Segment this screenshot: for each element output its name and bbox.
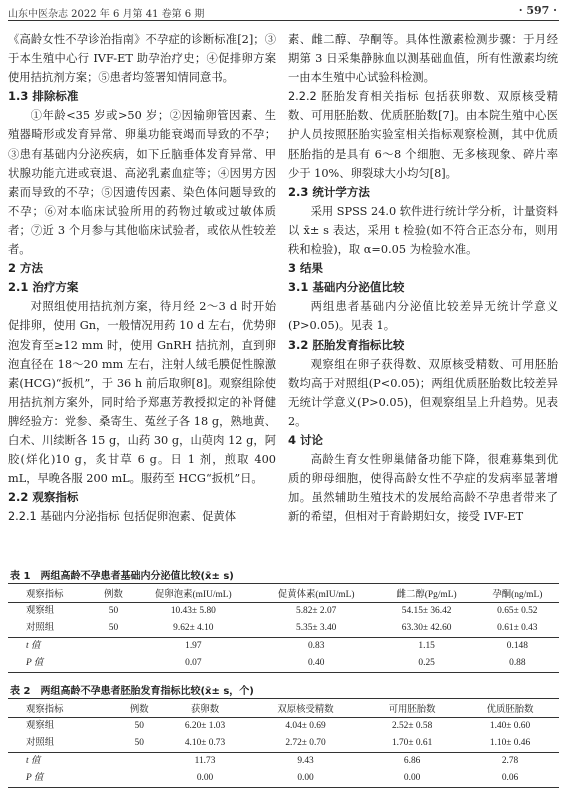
section-number: 3.1	[288, 280, 309, 295]
table-cell: 6.86	[363, 753, 461, 771]
table-cell: 1.70± 0.61	[391, 738, 433, 748]
table-row	[8, 603, 559, 621]
table-cell: 63.30± 42.60	[401, 623, 452, 633]
paragraph-statistics: 采用 SPSS 24.0 软件进行统计学分析，计量资料以 x̄± s 表达，采用 t 检验(如不符合正态分布，则用秩和检验)，取 α=0.05 为检验水准。	[288, 204, 558, 257]
table-cell: 54.15± 36.42	[401, 606, 452, 616]
subsection-title: 胚胎发育相关指标	[321, 90, 420, 104]
column-header: 获卵数	[162, 699, 248, 718]
column-header: 观察指标	[8, 699, 116, 718]
section-3-2-heading	[288, 336, 558, 355]
table-row	[8, 718, 559, 736]
paragraph-treatment: 对照组使用拮抗剂方案，待月经 2～3 d 时开始促排卵，使用 Gn，一般情况用药 10 d 左右，优势卵泡发育至≥12 mm 时，使用 GnRH 拮抗剂，直到卵泡直径在 18～20 mm 左右，注射人绒毛膜促性腺激素(HCG)“扳机”，于 36 h 前后取卵[8]。观察组除使用拮抗剂方案外，同时给予郑惠芳教授拟定的补肾健脾经验方：党参、桑寄生、菟丝子各 18 g，熟地黄、白术、川续断各 15 g，山药 30 g，山萸肉 12 g，阿胶(烊化)10 g，炙甘草 6 g。日 1 剂，煎取 400 mL，早晚各服 200 mL。服药至 HCG“扳机”日。	[8, 300, 276, 486]
section-4-heading	[288, 431, 558, 450]
section-number: 4	[288, 432, 297, 447]
table-cell: 9.43	[248, 753, 363, 771]
table-cell: 0.148	[476, 638, 559, 656]
section-title: 排除标准	[32, 89, 79, 104]
table-cell: 50	[108, 606, 119, 616]
table-cell: 4.04± 0.69	[285, 721, 326, 731]
column-header: 例数	[116, 699, 162, 718]
column-header: 可用胚胎数	[363, 699, 461, 718]
table-row	[8, 753, 559, 771]
table-row	[8, 735, 559, 753]
table-cell: 0.07	[132, 655, 255, 673]
table-cell: 0.88	[476, 655, 559, 673]
table-cell: 11.73	[162, 753, 248, 771]
table-1-title: 表 1 两组高龄不孕患者基础内分泌值比较(x̄± s)	[10, 571, 234, 582]
table-cell: 2.78	[461, 753, 559, 771]
column-header: 例数	[95, 584, 132, 603]
paragraph-hormone-test: 素、雌二醇、孕酮等。具体性激素检测步骤：于月经期第 3 日采集静脉血以测基础血值，所有性激素均统一由本生殖中心试验科检测。	[288, 33, 558, 85]
section-title: 讨论	[300, 432, 324, 447]
paragraph-2-2-1	[8, 507, 276, 526]
table-row	[8, 655, 559, 673]
table-cell: P 值	[8, 655, 95, 673]
section-number: 3	[288, 261, 297, 276]
table-cell	[116, 770, 162, 788]
table-row	[8, 770, 559, 788]
table-header-row	[8, 584, 559, 603]
right-column	[288, 30, 558, 526]
section-number: 2.3	[288, 184, 309, 199]
table-cell: 1.97	[132, 638, 255, 656]
table-row	[8, 620, 559, 638]
table-cell	[95, 655, 132, 673]
paragraph-result-3-1: 两组患者基础内分泌值比较差异无统计学意义(P>0.05)。见表 1。	[288, 300, 558, 333]
table-cell	[116, 753, 162, 771]
table-cell: 对照组	[26, 623, 55, 633]
table-cell: 50	[134, 721, 144, 731]
table-cell: 5.35± 3.40	[296, 623, 337, 633]
section-1-3-heading	[8, 87, 276, 106]
table-cell	[95, 638, 132, 656]
section-number: 2.2	[8, 490, 29, 505]
table-cell: 4.10± 0.73	[184, 738, 226, 748]
column-header: 观察指标	[8, 584, 95, 603]
subsection-text: 包括促卵泡素、促黄体	[123, 510, 237, 524]
left-column	[8, 30, 276, 526]
section-title: 方法	[20, 261, 44, 276]
table-cell: 10.43± 5.80	[170, 606, 216, 616]
section-3-1-heading	[288, 278, 558, 297]
table-cell: 50	[108, 623, 119, 633]
column-header: 孕酮(ng/mL)	[476, 584, 559, 603]
paragraph-2-2-2	[288, 87, 558, 182]
table-cell: 0.00	[248, 770, 363, 788]
table-cell: 2.72± 0.70	[285, 738, 326, 748]
table-cell: 0.25	[378, 655, 476, 673]
table-cell: 0.61± 0.43	[497, 623, 538, 633]
table-cell: 1.40± 0.60	[489, 721, 531, 731]
section-number: 3.2	[288, 337, 309, 352]
subsection-number: 2.2.1	[8, 510, 37, 524]
section-2-1-heading	[8, 278, 276, 297]
page-number: · 597 ·	[518, 4, 557, 17]
subsection-title: 基础内分泌指标	[40, 510, 120, 524]
table-cell: 1.15	[378, 638, 476, 656]
table-cell: 观察组	[26, 606, 55, 616]
section-2-3-heading	[288, 183, 558, 202]
running-header	[8, 2, 559, 20]
paragraph-result-3-2: 观察组在卵子获得数、双原核受精数、可用胚胎数均高于对照组(P<0.05)；两组优质胚胎数比较差异无统计学意义(P>0.05)，但观察组呈上升趋势。见表 2。	[288, 357, 558, 428]
table-cell: P 值	[8, 770, 116, 788]
table-cell: 0.83	[255, 638, 378, 656]
section-title: 结果	[300, 261, 324, 276]
table-cell: 9.62± 4.10	[173, 623, 214, 633]
section-title: 治疗方案	[32, 280, 79, 295]
table-row	[8, 638, 559, 656]
table-cell: 50	[134, 738, 144, 748]
paragraph-exclusion: ①年龄<35 岁或>50 岁；②因输卵管因素、生殖器畸形或发育异常、卵巢功能衰竭而导致的不孕；③患有基础内分泌疾病，如下丘脑垂体发育异常、甲状腺功能亢进或衰退、高泌乳素血症等；④因男方因素而导致的不孕；⑤因遗传因素、染色体问题导致的不孕；⑥对本临床试验所用的药物过敏或过敏体质者；⑦近 3 个月参与其他临床试验者，或依从性较差者。	[8, 109, 276, 257]
table-cell: t 值	[8, 638, 95, 656]
section-2-heading	[8, 259, 276, 278]
table-cell: 观察组	[26, 721, 55, 731]
column-header: 双原核受精数	[248, 699, 363, 718]
section-number: 1.3	[8, 89, 29, 104]
section-title: 观察指标	[32, 490, 79, 505]
section-3-heading	[288, 259, 558, 278]
subsection-text: 包括获卵数、双原核受精数、可用胚胎数、优质胚胎数[7]。由本院生殖中心医护人员按照胚胎实验室相关指标观察检测，其中优质胚胎指的是具有 6～8 个细胞、无多核现象、碎片率少于 10%、卵裂球大小均匀[8]。	[288, 90, 558, 180]
table-cell: 1.10± 0.46	[489, 738, 531, 748]
table-cell: 0.65± 0.52	[497, 606, 538, 616]
journal-info: 山东中医杂志 2022 年 6 月第 41 卷第 6 期	[8, 9, 205, 20]
section-number: 2	[8, 261, 17, 276]
column-header: 促黄体素(mIU/mL)	[255, 584, 378, 603]
table-cell: 对照组	[26, 738, 55, 748]
table-cell: 6.20± 1.03	[184, 721, 226, 731]
table-cell: 5.82± 2.07	[296, 606, 337, 616]
column-header: 优质胚胎数	[461, 699, 559, 718]
column-header: 雌二醇(Pg/mL)	[378, 584, 476, 603]
table-cell: t 值	[8, 753, 116, 771]
paragraph-inclusion-end: 《高龄女性不孕诊治指南》不孕症的诊断标准[2]；③于本生殖中心行 IVF-ET 助孕治疗史；④促排卵方案使用拮抗剂方案；⑤患者均签署知情同意书。	[8, 33, 276, 85]
table-1	[8, 583, 559, 673]
table-2	[8, 698, 559, 788]
table-2-title: 表 2 两组高龄不孕患者胚胎发育指标比较(x̄± s，个)	[10, 686, 254, 697]
section-number: 2.1	[8, 280, 29, 295]
header-rule	[8, 20, 559, 21]
table-cell: 0.40	[255, 655, 378, 673]
section-title: 基础内分泌值比较	[312, 280, 405, 295]
table-cell: 0.06	[461, 770, 559, 788]
section-2-2-heading	[8, 488, 276, 507]
section-title: 统计学方法	[312, 184, 370, 199]
column-header: 促卵泡素(mIU/mL)	[132, 584, 255, 603]
section-title: 胚胎发育指标比较	[312, 337, 405, 352]
table-cell: 0.00	[363, 770, 461, 788]
table-cell: 0.00	[162, 770, 248, 788]
paragraph-discussion: 高龄生育女性卵巢储备功能下降，很难募集到优质的卵母细胞，使得高龄女性不孕症的发病率显著增加。虽然辅助生殖技术的发展给高龄不孕患者带来了新的希望，但相对于育龄期妇女，接受 IVF-ET	[288, 453, 558, 524]
subsection-number: 2.2.2	[288, 90, 317, 104]
table-header-row	[8, 699, 559, 718]
table-cell: 2.52± 0.58	[391, 721, 433, 731]
